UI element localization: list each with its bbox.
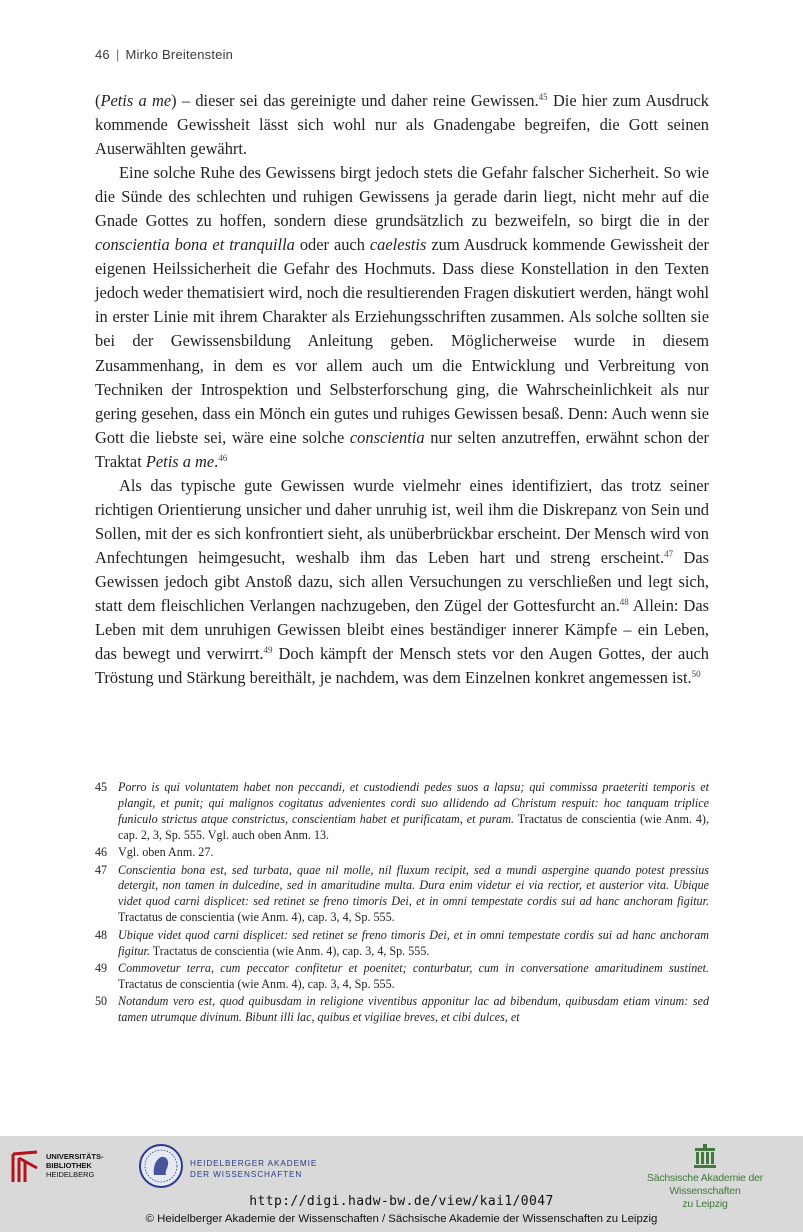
footnote-ref[interactable]: 46 (218, 452, 228, 463)
footnote-citation: Tractatus de conscientia (wie Anm. 4), cap. 3, 4, Sp. 555. (149, 943, 430, 958)
text-run-italic: conscientia (349, 427, 425, 447)
footnote-quote: Notandum vero est, quod quibusdam in religione viventibus apponitur lac ad bibendum, quibusdam etiam vinum: sed tamen utrumque divinum. Bibunt illi lac, quibus et vigiliae breves, et cibi dulces, et (118, 994, 709, 1025)
footnote-quote: Conscientia bona est, sed turbata, quae nil molle, nil fluxum recipit, sed a mundi aspergine quando potest pressius detergit, non tamen in dulcedine, sed in amaritudine multa. Dura enim videtur ei via rectior, et austerior vita. Ubique videt quod carni displicet: sed retinet se freno timoris Dei, et in omni tempestate cordis sui ad hanc anchoram figitur. (118, 862, 709, 909)
hadw-logo-text (190, 1159, 317, 1180)
footnote-citation: Tractatus de conscientia (wie Anm. 4), cap. 3, 4, Sp. 555. (118, 976, 395, 991)
footnote-text (118, 928, 709, 960)
footnote-45 (95, 780, 709, 844)
text-run: oder auch (294, 235, 370, 255)
footnote-text (118, 961, 709, 993)
main-text (95, 89, 709, 690)
page-number: 46 (95, 47, 110, 62)
paragraph-2 (95, 161, 709, 474)
ub-logo-line: BIBLIOTHEK (46, 1161, 92, 1170)
text-run: Als das typische gute Gewissen wurde vielmehr eines identifiziert, das trotz seiner richtigen Orientierung unsicher und daher unruhig ist, weil ihm die Diskrepanz von Sein und Sollen, mit der es sich konfrontiert sieht, als unüberbrückbar erscheint. Der Mensch wird von Anfechtungen heimgesucht, weshalb ihm das Leben hart und streng erscheint. (95, 475, 709, 567)
footnote-citation: Tractatus de conscientia (wie Anm. 4), cap. 3, 4, Sp. 555. (118, 910, 395, 925)
ub-logo-text (46, 1152, 104, 1179)
ub-logo-line: HEIDELBERG (46, 1170, 95, 1179)
footnote-number: 48 (95, 927, 108, 942)
footnote-ref[interactable]: 49 (263, 645, 273, 656)
footnote-text (118, 863, 709, 927)
text-run: nur selten anzutreffen, erwähnt schon der Traktat (95, 427, 709, 471)
footnote-citation: Vgl. oben Anm. 27. (118, 845, 214, 860)
footnote-ref[interactable]: 45 (538, 92, 548, 102)
text-run: . (214, 451, 219, 471)
footnote-text (118, 994, 709, 1026)
header-separator: | (115, 47, 120, 62)
footnote-47 (95, 863, 709, 927)
text-run-italic: caelestis (369, 235, 427, 255)
footnote-quote: Ubique videt quod carni displicet: sed retinet se freno timoris Dei, et in omni tempestate cordis sui ad hanc anchoram figitur. (118, 927, 709, 958)
footnote-number: 50 (95, 994, 108, 1009)
footnote-49 (95, 961, 709, 993)
hadw-logo-line: HEIDELBERGER AKADEMIE (190, 1159, 318, 1168)
running-head-author: Mirko Breitenstein (125, 47, 234, 62)
saw-logo-line: zu Leipzig (682, 1198, 728, 1210)
footnote-quote: Porro is qui voluntatem habet non peccandi, et custodiendi pedes suos a lapsu; qui commissa praeteriti temporis et plangit, et punit; qui malignos cogitatus advenientes cordi suo allidendo ad Christum respuit: hoc tanquam triplice funiculo strictus atque constrictus, conscientiam habet et purificatam, et puram. (118, 780, 709, 826)
text-run: Eine solche Ruhe des Gewissens birgt jedoch stets die Gefahr falscher Sicherheit. So wie die Sünde des schlechten und ruhigen Gewissens ja gerade darin liegt, nicht mehr auf die Gnade Gottes zu hoffen, sondern diese grundsätzlich zu bezweifeln, so birgt die in der (95, 163, 709, 231)
text-run: Die hier zum Ausdruck kommende Gewissheit lässt sich wohl nur als Gnadengabe begreifen, die Gott seinen Auserwählten gewährt. (95, 91, 709, 159)
saw-building-icon (694, 1144, 716, 1168)
footnote-number: 49 (95, 960, 108, 975)
paragraph-3 (95, 474, 709, 690)
footnote-number: 46 (95, 845, 108, 860)
hadw-logo[interactable] (138, 1143, 328, 1191)
text-run: Das Gewissen jedoch gibt Anstoß dazu, sich allen Versuchungen zu verschließen und legt sich, statt dem fleischlichen Verlangen nachzugeben, den Zügel der Gottesfurcht an. (95, 547, 710, 615)
text-run-italic: Petis a me (145, 451, 215, 471)
text-run: zum Ausdruck kommende Gewissheit der eigenen Heilssicherheit die Gefahr des Hochmuts. Dass diese Konstellation in den Texten jedoch weder thematisiert wird, noch die resultierenden Fragen diskutiert werden, hängt wohl in erster Linie mit ihrem Charakter als Erziehungsschriften zusammen. Als solche sollten sie bei der Gewissensbildung Anleitung geben. Möglicherweise wurde in diesem Zusammenhang, in dem es vor allem auch um die Entwicklung und Verbreitung von Techniken der Introspektion und Selbsterforschung ging, die Wahrscheinlichkeit als nur gering gesehen, dass ein Mönch ein gutes und ruhiges Gewissen besaß. Denn: Auch wenn sie Gott die liebste sei, wäre eine solche (95, 235, 710, 447)
footnotes (95, 780, 709, 1028)
ub-heidelberg-logo[interactable] (10, 1144, 110, 1188)
text-run: ) – dieser sei das gereinigte und daher reine Gewissen. (171, 91, 539, 110)
text-run-italic: conscientia bona et tranquilla (95, 235, 295, 255)
footnote-number: 45 (95, 780, 108, 794)
footnote-ref[interactable]: 47 (664, 548, 674, 559)
footnote-ref[interactable]: 50 (691, 669, 701, 680)
footnote-ref[interactable]: 48 (619, 596, 629, 607)
copyright-notice: © Heidelberger Akademie der Wissenschaften / Sächsische Akademie der Wissenschaften zu Leipzig (145, 1213, 658, 1225)
footnote-50 (95, 994, 709, 1026)
digitization-footer (0, 1136, 803, 1232)
text-run: Doch kämpft der Mensch stets vor den Augen Gottes, der auch Tröstung und Stärkung bereithält, je nachdem, was dem Einzelnen konkret angemessen ist. (95, 644, 709, 688)
permalink-url[interactable]: http://digi.hadw-bw.de/view/kai1/0047 (249, 1194, 554, 1209)
ub-logo-line: UNIVERSITÄTS- (46, 1152, 104, 1161)
footnote-text (118, 780, 709, 844)
hadw-seal-icon (138, 1143, 184, 1189)
footnote-quote: Commovetur terra, cum peccator confitetur et poenitet; conturbatur, cum in conversatione amaritudinem sustinet. (118, 960, 709, 975)
running-header (95, 47, 715, 62)
footnote-citation: Tractatus de conscientia (wie Anm. 4), cap. 2, 3, Sp. 555. Vgl. auch oben Anm. 13. (118, 811, 709, 842)
paragraph-1 (95, 89, 709, 161)
text-run: Allein: Das Leben mit dem unruhigen Gewissen bleibt eines beständiger innerer Kämpfe – ein Leben, das bewegt und verwirrt. (95, 595, 709, 664)
saw-logo-line: Sächsische Akademie der Wissenschaften (646, 1172, 764, 1197)
hadw-logo-line: DER WISSENSCHAFTEN (190, 1169, 303, 1179)
text-run-italic: Petis a me (100, 91, 172, 110)
footnote-text (118, 845, 709, 861)
footnote-number: 47 (95, 862, 108, 877)
footnote-46 (95, 845, 709, 861)
footnote-48 (95, 928, 709, 960)
ub-heidelberg-logo-icon (10, 1148, 42, 1186)
text-run: ( (95, 91, 101, 110)
